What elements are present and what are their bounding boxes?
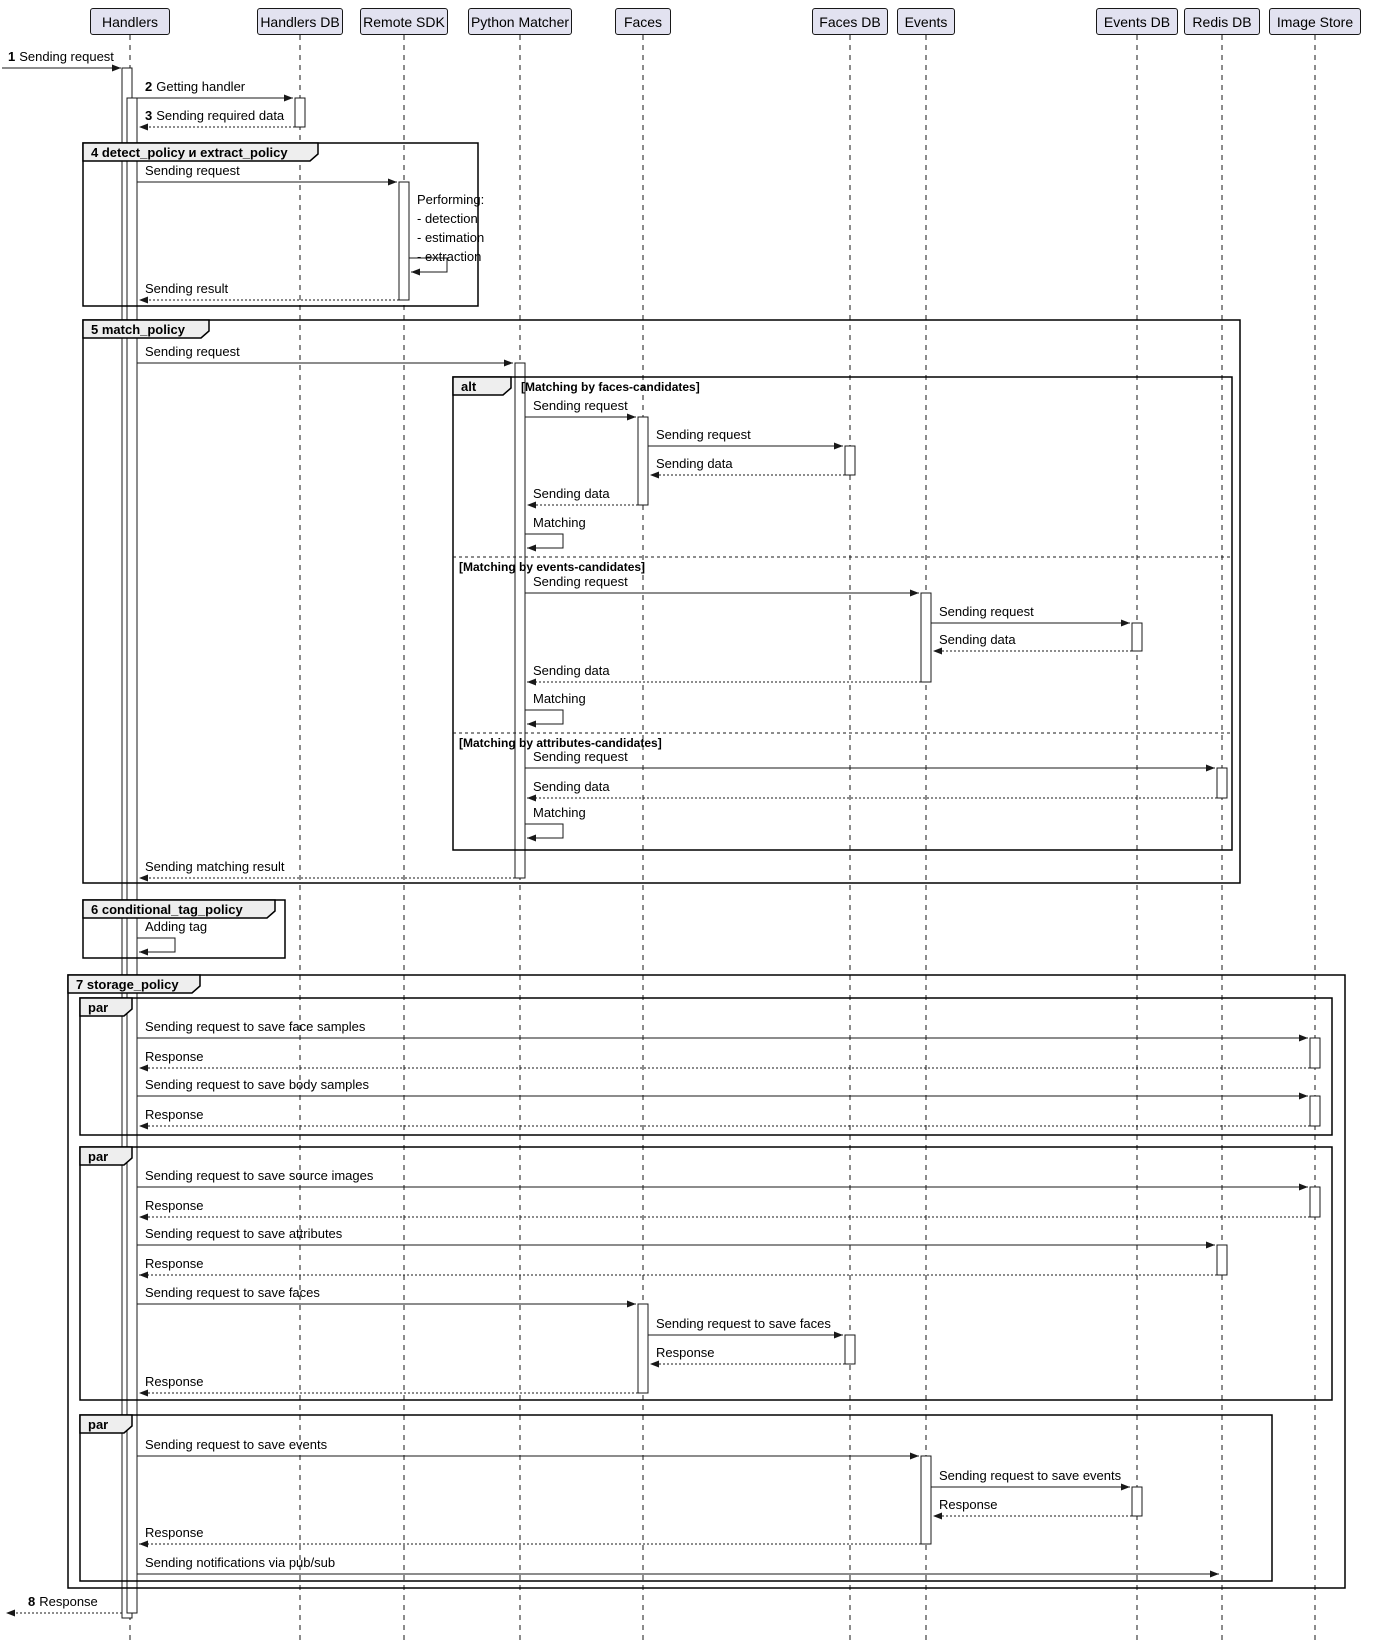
message-label-33 (656, 1345, 715, 1361)
message-text: Sending data (656, 456, 733, 471)
message-text: Sending data (533, 779, 610, 794)
message-label-39 (145, 1555, 335, 1571)
message-number: 3 (145, 108, 153, 123)
message-text: Getting handler (156, 79, 246, 94)
message-label-37 (939, 1497, 998, 1513)
message-label-9 (656, 427, 751, 443)
message-label-3 (145, 108, 284, 124)
message-text: Sending notifications via pub/sub (145, 1555, 336, 1570)
message-text: Matching (533, 515, 586, 530)
participant-handlers: Handlers (90, 8, 170, 35)
message-label-21 (145, 859, 284, 875)
participant-events-db: Events DB (1096, 8, 1178, 35)
activation-image-store-12 (1310, 1187, 1320, 1217)
message-text: Sending matching result (145, 859, 285, 874)
activation-faces-14 (638, 1304, 648, 1393)
message-text: Sending request (145, 163, 240, 178)
message-text: Sending request to save faces (656, 1316, 831, 1331)
message-text: Sending request to save events (145, 1437, 328, 1452)
message-text: Response (656, 1345, 715, 1360)
message-text: Sending data (939, 632, 1016, 647)
participant-python-matcher: Python Matcher (468, 8, 572, 35)
message-label-4 (145, 163, 240, 179)
message-label-19 (533, 779, 610, 795)
message-label-20 (533, 805, 586, 821)
message-label-8 (533, 398, 628, 414)
note-performing (417, 190, 484, 266)
activation-remote-sdk-3 (399, 182, 409, 300)
message-text: Sending data (533, 663, 610, 678)
message-text: Response (939, 1497, 998, 1512)
message-label-11 (533, 486, 610, 502)
message-arrow-20 (525, 824, 563, 838)
message-text: Response (39, 1594, 98, 1609)
participant-events: Events (897, 8, 955, 35)
message-label-23 (145, 1019, 365, 1035)
message-label-31 (145, 1285, 320, 1301)
message-text: Sending request (145, 344, 240, 359)
message-label-30 (145, 1256, 204, 1272)
message-text: Response (145, 1374, 204, 1389)
message-text: Matching (533, 691, 586, 706)
message-label-18 (533, 749, 628, 765)
message-label-28 (145, 1198, 204, 1214)
participant-remote-sdk: Remote SDK (360, 8, 448, 35)
message-arrow-22 (137, 938, 175, 952)
frame-title-alt: alt (461, 379, 477, 394)
message-text: Sending result (145, 281, 229, 296)
message-text: Sending request (533, 398, 628, 413)
activation-events-16 (921, 1456, 931, 1544)
message-label-22 (145, 919, 207, 935)
message-text: Sending request to save attributes (145, 1226, 343, 1241)
activation-redis-db-13 (1217, 1245, 1227, 1275)
activation-handlers-db-2 (295, 98, 305, 127)
message-label-13 (533, 574, 628, 590)
frame-title-conditional-tag-policy: 6 conditional_tag_policy (91, 902, 243, 917)
activation-image-store-10 (1310, 1038, 1320, 1068)
frame-match-policy (83, 320, 1240, 883)
message-text: Sending required data (156, 108, 285, 123)
message-text: Matching (533, 805, 586, 820)
frame-title-detect-policy: 4 detect_policy и extract_policy (91, 145, 288, 160)
message-label-25 (145, 1077, 369, 1093)
message-text: Sending request (533, 574, 628, 589)
message-label-15 (939, 632, 1016, 648)
message-text: Sending request (533, 749, 628, 764)
message-label-27 (145, 1168, 373, 1184)
activation-redis-db-9 (1217, 768, 1227, 798)
message-text: Response (145, 1256, 204, 1271)
message-label-1 (8, 49, 114, 65)
message-label-14 (939, 604, 1034, 620)
message-number: 1 (8, 49, 16, 64)
message-label-35 (145, 1437, 327, 1453)
message-label-40 (28, 1594, 98, 1610)
frame-title-par-3: par (88, 1417, 109, 1432)
activation-faces-db-15 (845, 1335, 855, 1364)
message-label-7 (145, 344, 240, 360)
message-label-34 (145, 1374, 204, 1390)
alt-guard-label: [Matching by faces-candidates] (521, 380, 700, 394)
message-text: Response (145, 1525, 204, 1540)
participant-faces: Faces (615, 8, 671, 35)
message-text: Response (145, 1049, 204, 1064)
activation-image-store-11 (1310, 1096, 1320, 1126)
activation-faces-5 (638, 417, 648, 505)
message-number: 8 (28, 1594, 36, 1609)
message-text: Sending request (19, 49, 114, 64)
message-label-24 (145, 1049, 204, 1065)
participant-redis-db: Redis DB (1184, 8, 1260, 35)
message-text: Sending request to save source images (145, 1168, 374, 1183)
message-text: Sending request to save body samples (145, 1077, 370, 1092)
message-arrow-17 (525, 710, 563, 724)
message-label-10 (656, 456, 733, 472)
frame-title-par-2: par (88, 1149, 109, 1164)
alt-divider-label-1: [Matching by attributes-candidates] (459, 736, 662, 750)
participant-image-store: Image Store (1269, 8, 1361, 35)
activation-python-matcher-4 (515, 363, 525, 878)
note-line: Performing: (417, 192, 485, 207)
message-label-26 (145, 1107, 204, 1123)
message-label-2 (145, 79, 245, 95)
frame-title-par-1: par (88, 1000, 109, 1015)
message-label-29 (145, 1226, 342, 1242)
message-label-16 (533, 663, 610, 679)
message-label-6 (145, 281, 228, 297)
message-arrow-12 (525, 534, 563, 548)
message-text: Sending request to save face samples (145, 1019, 366, 1034)
message-text: Sending request to save faces (145, 1285, 320, 1300)
message-label-32 (656, 1316, 831, 1332)
alt-divider-label-0: [Matching by events-candidates] (459, 560, 646, 574)
frame-title-match-policy: 5 match_policy (91, 322, 185, 337)
activation-events-db-8 (1132, 623, 1142, 651)
message-label-36 (939, 1468, 1121, 1484)
frame-storage-policy (68, 975, 1345, 1588)
message-label-12 (533, 515, 586, 531)
note-line: - detection (417, 211, 478, 226)
activation-events-db-17 (1132, 1487, 1142, 1516)
activation-faces-db-6 (845, 446, 855, 475)
message-text: Response (145, 1198, 204, 1213)
participant-faces-db: Faces DB (812, 8, 888, 35)
frame-title-storage-policy: 7 storage_policy (76, 977, 179, 992)
message-text: Response (145, 1107, 204, 1122)
activation-events-7 (921, 593, 931, 682)
message-label-38 (145, 1525, 204, 1541)
message-text: Sending request (656, 427, 751, 442)
frame-par-2 (80, 1147, 1332, 1400)
message-text: Sending request (939, 604, 1034, 619)
participant-handlers-db: Handlers DB (257, 8, 343, 35)
note-line: - estimation (417, 230, 485, 245)
message-text: Sending data (533, 486, 610, 501)
note-line: - extraction (417, 249, 482, 264)
message-number: 2 (145, 79, 153, 94)
message-text: Adding tag (145, 919, 208, 934)
message-text: Sending request to save events (939, 1468, 1122, 1483)
message-label-17 (533, 691, 586, 707)
